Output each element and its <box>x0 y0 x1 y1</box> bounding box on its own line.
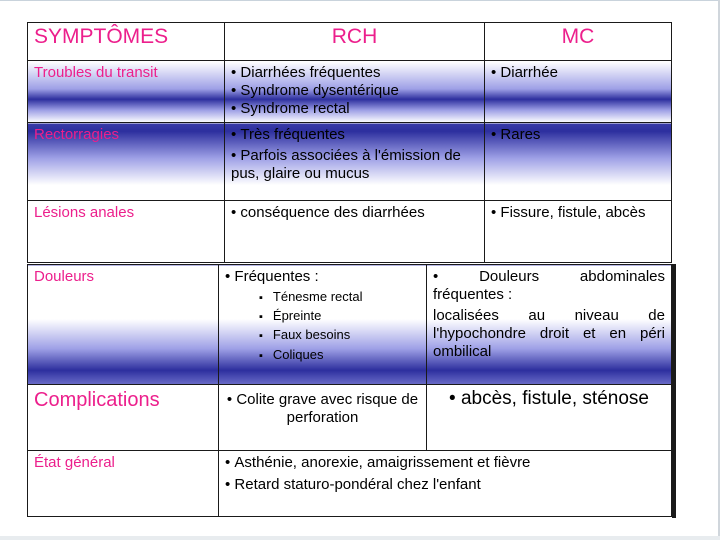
label-troubles-transit: Troubles du transit <box>28 61 225 123</box>
row-rectorragies <box>28 123 672 201</box>
mc-douleurs <box>427 265 672 385</box>
mc-douleurs-detail: localisées au niveau de l'hypochondre droit et en péri ombilical <box>433 307 665 360</box>
rch-lesions-anales <box>225 201 485 263</box>
rch-troubles-transit <box>225 61 485 123</box>
row-etat-general <box>28 451 672 517</box>
row-douleurs <box>28 265 672 385</box>
rch-douleurs-sublist <box>259 289 420 363</box>
row-complications <box>28 385 672 451</box>
label-rectorragies: Rectorragies <box>28 123 225 201</box>
mc-lesions-anales <box>485 201 672 263</box>
rch-transit-item: • Diarrhées fréquentes <box>231 64 478 82</box>
rch-complications <box>219 385 427 451</box>
rch-douleurs <box>219 265 427 385</box>
rch-rectorragies-item: • Parfois associées à l'émission de pus, glaire ou mucus <box>231 147 478 183</box>
header-symptomes: SYMPTÔMES <box>28 23 225 61</box>
sub-item: ▪ Faux besoins <box>259 327 420 343</box>
label-douleurs: Douleurs <box>28 265 219 385</box>
rch-rectorragies <box>225 123 485 201</box>
rch-transit-item: • Syndrome dysentérique <box>231 82 478 100</box>
sub-item: ▪ Ténesme rectal <box>259 289 420 305</box>
etat-general-content <box>219 451 672 517</box>
rch-douleurs-main: • Fréquentes : <box>225 268 420 286</box>
rch-complications-text: • Colite grave avec risque de perforation <box>227 391 418 426</box>
header-row <box>28 23 672 61</box>
symptoms-comparison-table-bottom <box>27 264 672 517</box>
label-complications: Complications <box>28 385 219 451</box>
label-etat-general: État général <box>28 451 219 517</box>
header-rch: RCH <box>225 23 485 61</box>
sub-item: ▪ Coliques <box>259 347 420 363</box>
rch-lesions-item: • conséquence des diarrhées <box>231 204 478 222</box>
mc-douleurs-main: • Douleurs abdominales fréquentes : <box>433 268 665 304</box>
mc-rectorragies <box>485 123 672 201</box>
label-lesions-anales: Lésions anales <box>28 201 225 263</box>
rch-transit-item: • Syndrome rectal <box>231 100 478 118</box>
mc-complications <box>427 385 672 451</box>
sub-item: ▪ Épreinte <box>259 308 420 324</box>
etat-general-item: • Asthénie, anorexie, amaigrissement et fièvre <box>225 454 665 472</box>
rch-rectorragies-item: • Très fréquentes <box>231 126 478 144</box>
header-mc: MC <box>485 23 672 61</box>
mc-troubles-transit <box>485 61 672 123</box>
mc-complications-text: • abcès, fistule, sténose <box>449 388 649 409</box>
row-troubles-transit <box>28 61 672 123</box>
table-edge-shadow <box>672 264 676 518</box>
etat-general-item: • Retard staturo-pondéral chez l'enfant <box>225 476 665 494</box>
frame-top-line <box>0 0 720 1</box>
mc-transit-item: • Diarrhée <box>491 64 665 82</box>
row-lesions-anales <box>28 201 672 263</box>
frame-bottom-line <box>0 536 720 540</box>
symptoms-comparison-table-top <box>27 22 672 263</box>
mc-lesions-item: • Fissure, fistule, abcès <box>491 204 665 222</box>
mc-rectorragies-item: • Rares <box>491 126 665 144</box>
